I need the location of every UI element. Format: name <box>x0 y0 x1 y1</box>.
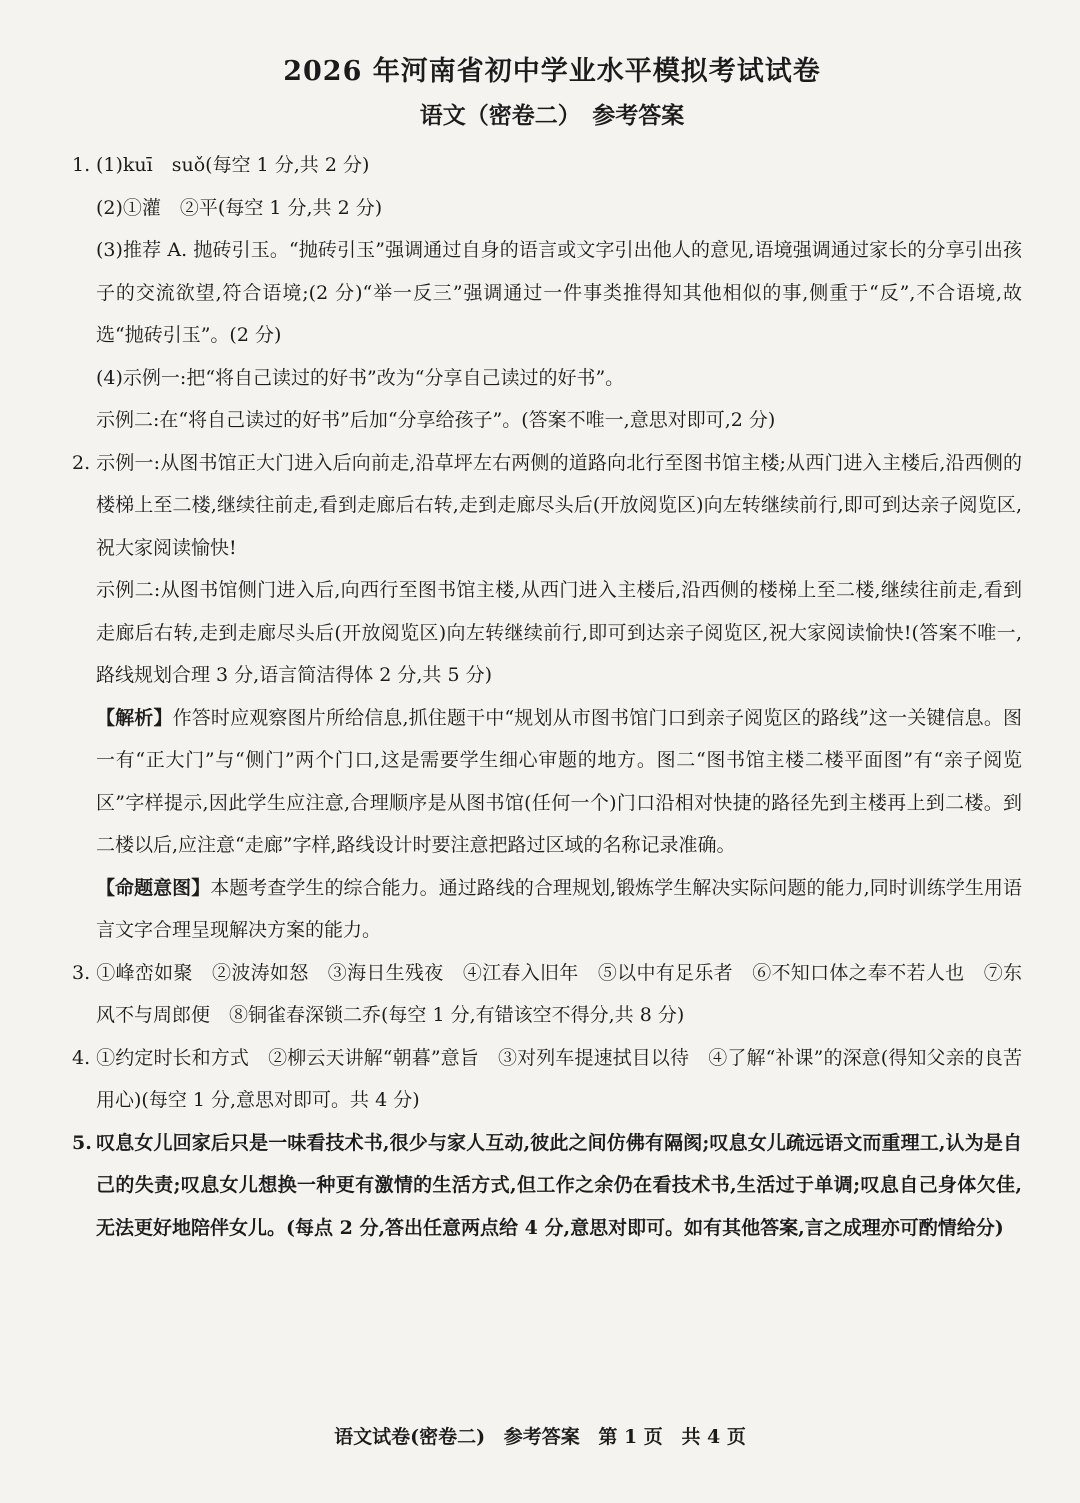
page-title: 2026 年河南省初中学业水平模拟考试试卷 <box>283 56 821 87</box>
question-4 <box>72 1037 1022 1122</box>
question-2-analysis <box>72 697 1022 867</box>
footer-paper-name: 语文试卷(密卷二) <box>334 1426 486 1448</box>
question-2-example-1-text: 示例一:从图书馆正大门进入后向前走,沿草坪左右两侧的道路向北行至图书馆主楼;从西门进入主楼后,沿西侧的楼梯上至二楼,继续往前走,看到走廊后右转,走到走廊尽头后(开放阅览区)向左转继续前行,即可到达亲子阅览区,祝大家阅读愉快! <box>96 451 1022 559</box>
question-1-part-1 <box>72 144 1022 187</box>
question-1-part-4: (4)示例一:把“将自己读过的好书”改为“分享自己读过的好书”。 <box>96 366 625 389</box>
page-subtitle: 语文（密卷二） 参考答案 <box>419 102 685 129</box>
question-2-intent <box>72 867 1022 952</box>
question-3 <box>72 952 1022 1037</box>
intent-tag: 【命题意图】 <box>96 876 211 899</box>
question-1-part-2: (2)①灌 ②平(每空 1 分,共 2 分) <box>96 196 383 219</box>
intent-text: 本题考查学生的综合能力。通过路线的合理规划,锻炼学生解决实际问题的能力,同时训练学生用语言文字合理呈现解决方案的能力。 <box>96 876 1022 941</box>
question-2-example-1 <box>72 442 1022 570</box>
question-1-part-5: 示例二:在“将自己读过的好书”后加“分享给孩子”。(答案不唯一,意思对即可,2 分) <box>96 409 776 431</box>
question-3-number: 3. <box>72 961 91 984</box>
analysis-text: 作答时应观察图片所给信息,抓住题干中“规划从市图书馆门口到亲子阅览区的路线”这一关键信息。图一有“正大门”与“侧门”两个门口,这是需要学生细心审题的地方。图二“图书馆主楼二楼平面图”有“亲子阅览区”字样提示,因此学生应注意,合理顺序是从图书馆(任何一个)门口沿相对快捷的路径先到主楼再上到二楼。到二楼以后,应注意“走廊”字样,路线设计时要注意把路过区域的名称记录准确。 <box>96 706 1022 856</box>
footer-answer-label: 参考答案 <box>503 1426 580 1448</box>
analysis-tag: 【解析】 <box>96 706 173 729</box>
answer-body <box>72 144 1022 1249</box>
question-5-text: 叹息女儿回家后只是一味看技术书,很少与家人互动,彼此之间仿佛有隔阂;叹息女儿疏远语文而重理工,认为是自己的失责;叹息女儿想换一种更有激情的生活方式,但工作之余仍在看技术书,生活过于单调;叹息自己身体欠佳,无法更好地陪伴女儿。(每点 2 分,答出任意两点给 4 分,意思对即可。如有其他答案,言之成理亦可酌情给分) <box>96 1131 1022 1239</box>
question-1-part-3: (3)推荐 A. 抛砖引玉。“抛砖引玉”强调通过自身的语言或文字引出他人的意见,语境强调通过家长的分享引出孩子的交流欲望,符合语境;(2 分)“举一反三”强调通过一件事类推得知其他相似的事,侧重于“反”,不合语境,故选“抛砖引玉”。(2 分) <box>96 239 1022 346</box>
question-4-text: ①约定时长和方式 ②柳云天讲解“朝暮”意旨 ③对列车提速拭目以待 ④了解“补课”的深意(得知父亲的良苦用心)(每空 1 分,意思对即可。共 4 分) <box>96 1046 1022 1111</box>
question-2-number: 2. <box>72 451 91 474</box>
question-5 <box>72 1122 1022 1250</box>
footer-page-number: 第 1 页 <box>598 1426 663 1448</box>
question-3-text: ①峰峦如聚 ②波涛如怒 ③海日生残夜 ④江春入旧年 ⑤以中有足乐者 ⑥不知口体之奉不若人也 ⑦东风不与周郎便 ⑧铜雀春深锁二乔(每空 1 分,有错该空不得分,共 8 分) <box>96 961 1022 1026</box>
question-1-text-1: (1)kuī suǒ(每空 1 分,共 2 分) <box>96 154 370 176</box>
page-footer <box>0 1422 1080 1449</box>
question-1-number: 1. <box>72 154 91 176</box>
question-5-number: 5. <box>72 1131 92 1154</box>
footer-total-pages: 共 4 页 <box>681 1426 746 1448</box>
question-2-example-2: 示例二:从图书馆侧门进入后,向西行至图书馆主楼,从西门进入主楼后,沿西侧的楼梯上至二楼,继续往前走,看到走廊后右转,走到走廊尽头后(开放阅览区)向左转继续前行,即可到达亲子阅览区,祝大家阅读愉快!(答案不唯一,路线规划合理 3 分,语言简洁得体 2 分,共 5 分) <box>96 579 1022 686</box>
question-4-number: 4. <box>72 1046 91 1069</box>
